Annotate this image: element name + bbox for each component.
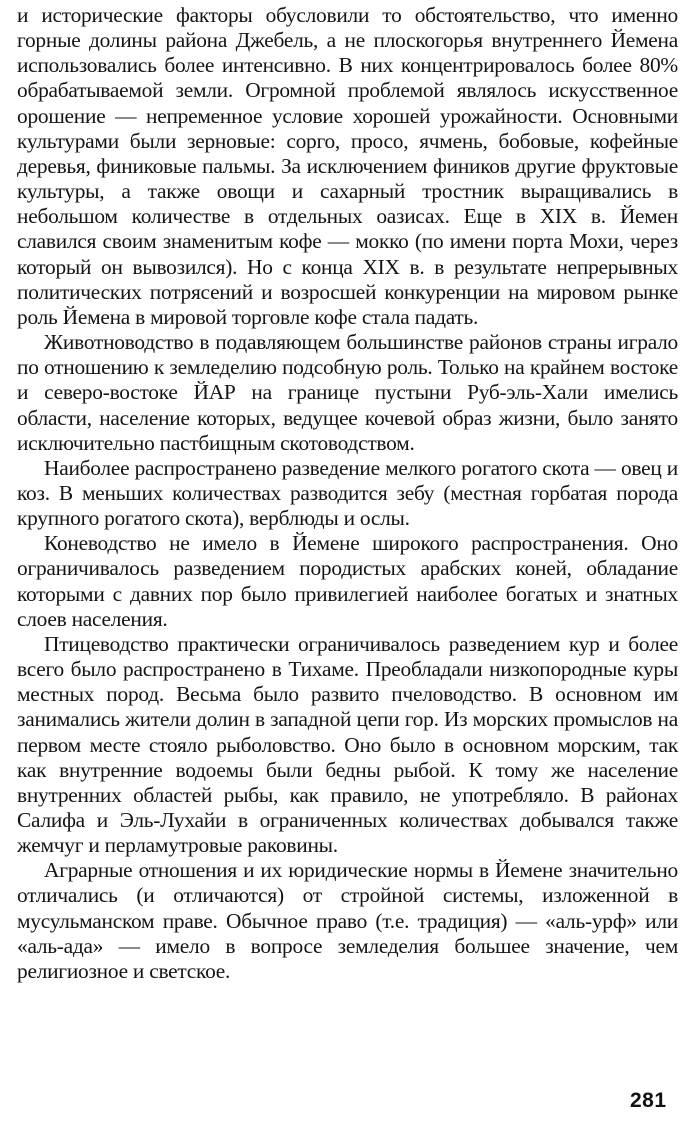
paragraph-poultry-fishing: Птицеводство практически ограничивалось разведением кур и более всего было распространено в Тихаме. Преобладали низкопородные куры местных пород. Весьма было развито пчеловодство. В основном им занимались жители долин в западной цепи гор. Из морских промыслов на первом месте стояло рыболовство. Оно было в основном морским, так как внутренние водоемы были бедны рыбой. К тому же население внутренних областей рыбы, как правило, не употребляло. В районах Салифа и Эль-Лухайи в ограниченных количествах добывался также жемчуг и перламутровые раковины. xyxy=(17,631,678,858)
paragraph-agrarian-relations: Аграрные отношения и их юридические нормы в Йемене значительно отличались (и отличаются) от стройной системы, изложенной в мусульманском праве. Обычное право (т.е. традиция) — «аль-урф» или «аль-ада» — имело в вопросе земледелия большее значение, чем религиозное и светское. xyxy=(17,858,678,983)
paragraph-small-cattle: Наиболее распространено разведение мелкого рогатого скота — овец и коз. В меньших количествах разводится зебу (местная горбатая порода крупного рогатого скота), верблюды и ослы. xyxy=(17,455,678,531)
page-number: 281 xyxy=(630,1089,667,1112)
paragraph-history-agriculture: и исторические факторы обусловили то обстоятельство, что именно горные долины района Джебель, а не плоскогорья внутреннего Йемена использовались более интенсивно. В них концентрировалось более 80% обрабатываемой земли. Огромной проблемой являлось искусственное орошение — непременное условие хорошей урожайности. Основными культурами были зерновые: сорго, просо, ячмень, бобовые, кофейные деревья, финиковые пальмы. За исключением фиников другие фруктовые культуры, а также овощи и сахарный тростник выращивались в небольшом количестве в отдельных оазисах. Еще в XIX в. Йемен славился своим знаменитым кофе — мокко (по имени порта Мохи, через который он вывозился). Но с конца XIX в. в результате непрерывных политических потрясений и возросшей конкуренции на мировом рынке роль Йемена в мировой торговле кофе стала падать. xyxy=(17,3,678,329)
paragraph-horse-breeding: Коневодство не имело в Йемене широкого распространения. Оно ограничивалось разведением породистых арабских коней, обладание которыми с давних пор было привилегией наиболее богатых и знатных слоев населения. xyxy=(17,531,678,631)
paragraph-livestock: Животноводство в подавляющем большинстве районов страны играло по отношению к земледелию подсобную роль. Только на крайнем востоке и северо-востоке ЙАР на границе пустыни Руб-эль-Хали имелись области, население которых, ведущее кочевой образ жизни, было занято исключительно пастбищным скотоводством. xyxy=(17,330,678,455)
body-text xyxy=(17,3,678,984)
